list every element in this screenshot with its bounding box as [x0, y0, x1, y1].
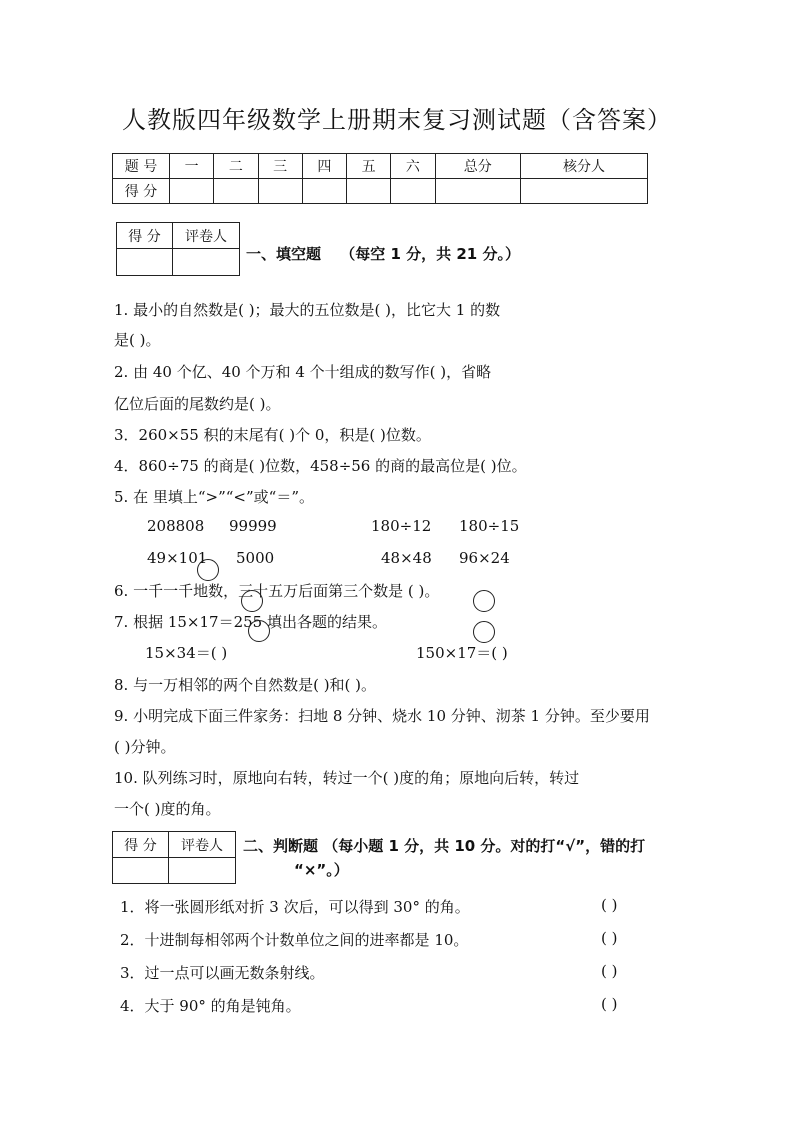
compare-answer-circle[interactable]	[473, 621, 495, 643]
section-2-heading: 二、判断题 （每小题 1 分，共 10 分。对的打“√”，错的打	[243, 837, 646, 855]
judge-item: 3．过一点可以画无数条射线。	[120, 964, 325, 982]
question-line: 6. 一千一千地数，三十五万后面第三个数是 ( )。	[114, 582, 440, 600]
score-input-cell[interactable]	[521, 179, 648, 204]
grader-score-label: 得 分	[117, 223, 173, 249]
score-table-header-row	[113, 154, 648, 179]
score-input-cell[interactable]	[435, 179, 521, 204]
compare-value: 180÷12	[371, 517, 432, 535]
question-line: 8. 与一万相邻的两个自然数是( )和( )。	[114, 676, 377, 694]
page-title: 人教版四年级数学上册期末复习测试题（含答案）	[122, 106, 672, 134]
compare-answer-circle[interactable]	[473, 590, 495, 612]
compare-value: 48×48	[381, 549, 432, 567]
question-line: 3．260×55 积的末尾有( )个 0，积是( )位数。	[114, 426, 431, 444]
question-part: 150×17＝( )	[416, 644, 508, 662]
compare-value: 99999	[229, 517, 277, 535]
table-cell: 总分	[435, 154, 521, 179]
grader-score-label: 得 分	[113, 832, 169, 858]
grader-box-2	[112, 831, 236, 884]
question-line: 5. 在 里填上“>”“<”或“＝”。	[114, 488, 314, 506]
judge-item: 2．十进制每相邻两个计数单位之间的进率都是 10。	[120, 931, 469, 949]
score-input-cell[interactable]	[391, 179, 435, 204]
compare-value: 180÷15	[459, 517, 520, 535]
table-cell: 核分人	[521, 154, 648, 179]
score-input-cell[interactable]	[258, 179, 302, 204]
grader-score-cell[interactable]	[117, 249, 173, 276]
score-table	[112, 153, 648, 204]
question-line: 4．860÷75 的商是( )位数，458÷56 的商的最高位是( )位。	[114, 457, 527, 475]
compare-answer-circle[interactable]	[241, 590, 263, 612]
grader-name-label: 评卷人	[173, 223, 240, 249]
section-1-heading	[246, 243, 520, 264]
judge-item: 4．大于 90° 的角是钝角。	[120, 997, 301, 1015]
question-line: 2. 由 40 个亿、40 个万和 4 个十组成的数写作( )，省略	[114, 363, 492, 381]
score-input-cell[interactable]	[347, 179, 391, 204]
judge-answer-bracket[interactable]: ( )	[601, 962, 618, 980]
section-2-heading-cont: “×”。）	[294, 861, 349, 879]
question-line: ( )分钟。	[114, 738, 176, 756]
judge-item: 1．将一张圆形纸对折 3 次后，可以得到 30° 的角。	[120, 898, 470, 916]
question-line: 10. 队列练习时，原地向右转，转过一个( )度的角；原地向后转，转过	[114, 769, 580, 787]
judge-answer-bracket[interactable]: ( )	[601, 929, 618, 947]
compare-answer-circle[interactable]	[248, 620, 270, 642]
table-cell: 四	[302, 154, 346, 179]
grader-name-cell[interactable]	[173, 249, 240, 276]
grader-score-cell[interactable]	[113, 858, 169, 884]
judge-answer-bracket[interactable]: ( )	[601, 995, 618, 1013]
table-cell: 题 号	[113, 154, 170, 179]
compare-answer-circle[interactable]	[197, 559, 219, 581]
question-line: 1. 最小的自然数是( )；最大的五位数是( )，比它大 1 的数	[114, 301, 501, 319]
compare-value: 96×24	[459, 549, 510, 567]
grader-name-label: 评卷人	[169, 832, 236, 858]
compare-value: 5000	[236, 549, 275, 567]
table-cell: 五	[347, 154, 391, 179]
section-1-title: 一、填空题	[246, 245, 322, 263]
table-cell: 三	[258, 154, 302, 179]
score-input-cell[interactable]	[170, 179, 214, 204]
table-cell: 得 分	[113, 179, 170, 204]
table-cell: 六	[391, 154, 435, 179]
question-line: 9. 小明完成下面三件家务：扫地 8 分钟、烧水 10 分钟、沏茶 1 分钟。至少要用	[114, 707, 650, 725]
judge-answer-bracket[interactable]: ( )	[601, 896, 618, 914]
question-part: 15×34＝( )	[145, 644, 228, 662]
question-line: 一个( )度的角。	[114, 800, 221, 818]
score-input-cell[interactable]	[214, 179, 258, 204]
compare-value: 208808	[147, 517, 205, 535]
score-input-cell[interactable]	[302, 179, 346, 204]
table-cell: 二	[214, 154, 258, 179]
question-line: 7. 根据 15×17＝255 填出各题的结果。	[114, 613, 387, 631]
grader-box-1	[116, 222, 240, 276]
grader-name-cell[interactable]	[169, 858, 236, 884]
compare-value: 49×101	[147, 549, 208, 567]
score-table-score-row	[113, 179, 648, 204]
question-line: 亿位后面的尾数约是( )。	[114, 395, 281, 413]
table-cell: 一	[170, 154, 214, 179]
section-1-note: （每空 1 分，共 21 分。）	[340, 245, 520, 263]
question-line: 是( )。	[114, 331, 161, 349]
